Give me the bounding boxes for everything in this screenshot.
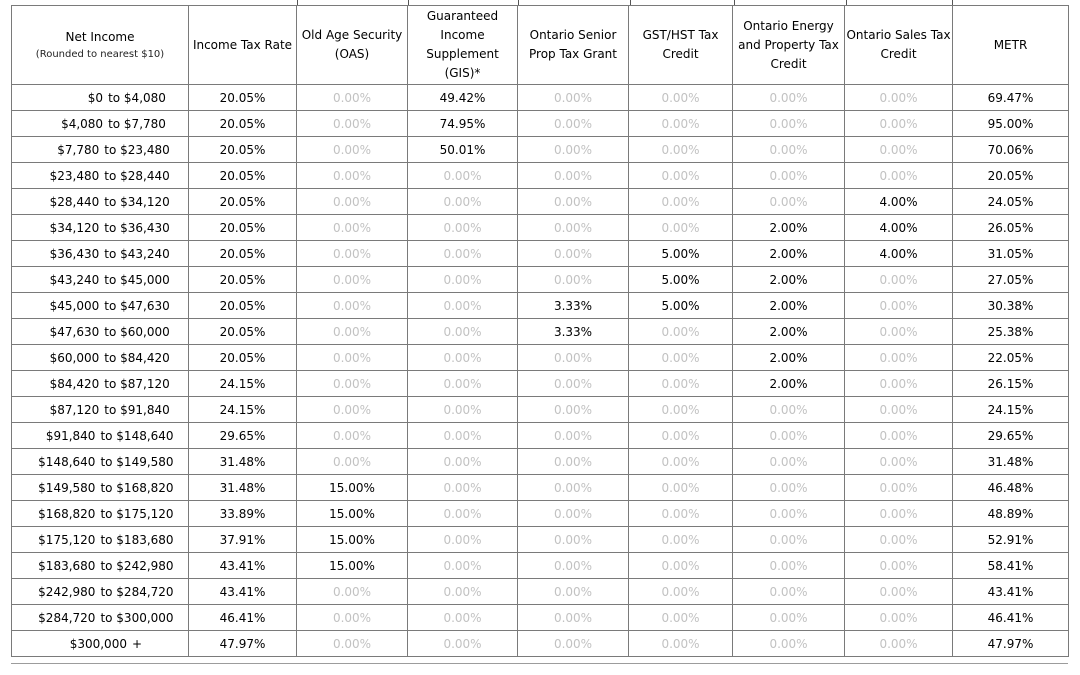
net-income-cell bbox=[12, 423, 189, 449]
gis-cell: 0.00% bbox=[408, 423, 518, 449]
gis-cell: 0.00% bbox=[408, 267, 518, 293]
oas-cell: 0.00% bbox=[297, 605, 408, 631]
ontario-senior-cell: 0.00% bbox=[518, 345, 629, 371]
gst-hst-cell: 0.00% bbox=[629, 397, 733, 423]
gst-hst-cell: 0.00% bbox=[629, 163, 733, 189]
metr-cell: 30.38% bbox=[953, 293, 1069, 319]
gis-cell: 0.00% bbox=[408, 579, 518, 605]
ontario-senior-cell: 0.00% bbox=[518, 579, 629, 605]
income-from: $183,680 bbox=[38, 558, 96, 573]
income-to: to $4,080 bbox=[108, 90, 166, 105]
header-ontario-sales-line-1: Ontario Sales Tax bbox=[846, 28, 951, 42]
net-income-cell bbox=[12, 631, 189, 657]
table-row bbox=[12, 267, 1069, 293]
income-to: + bbox=[131, 636, 143, 651]
income-to: to $43,240 bbox=[104, 246, 170, 261]
header-net-income-note: (Rounded to nearest $10) bbox=[35, 48, 165, 60]
ontario-energy-cell: 0.00% bbox=[733, 449, 845, 475]
gst-hst-cell: 5.00% bbox=[629, 241, 733, 267]
gis-cell: 0.00% bbox=[408, 215, 518, 241]
ontario-senior-cell: 0.00% bbox=[518, 85, 629, 111]
gis-cell: 0.00% bbox=[408, 527, 518, 553]
metr-cell: 31.05% bbox=[953, 241, 1069, 267]
income-from: $4,080 bbox=[61, 116, 104, 131]
oas-cell: 0.00% bbox=[297, 345, 408, 371]
metr-cell: 70.06% bbox=[953, 137, 1069, 163]
income-from: $84,420 bbox=[49, 376, 100, 391]
metr-cell: 24.05% bbox=[953, 189, 1069, 215]
gst-hst-cell: 0.00% bbox=[629, 631, 733, 657]
gis-cell: 50.01% bbox=[408, 137, 518, 163]
header-ontario-senior-line-1: Ontario Senior bbox=[529, 28, 617, 42]
ontario-energy-cell: 0.00% bbox=[733, 631, 845, 657]
net-income-cell bbox=[12, 449, 189, 475]
gst-hst-cell: 0.00% bbox=[629, 111, 733, 137]
income-to: to $7,780 bbox=[108, 116, 166, 131]
header-row bbox=[12, 6, 1069, 85]
metr-cell: 43.41% bbox=[953, 579, 1069, 605]
ontario-energy-cell: 0.00% bbox=[733, 579, 845, 605]
table-row bbox=[12, 475, 1069, 501]
net-income-cell bbox=[12, 605, 189, 631]
ontario-energy-cell: 0.00% bbox=[733, 501, 845, 527]
oas-cell: 0.00% bbox=[297, 397, 408, 423]
ontario-energy-cell: 2.00% bbox=[733, 293, 845, 319]
income-tax-rate-cell: 31.48% bbox=[189, 449, 297, 475]
oas-cell: 0.00% bbox=[297, 423, 408, 449]
gis-cell: 0.00% bbox=[408, 189, 518, 215]
header-metr: METR bbox=[953, 6, 1069, 85]
income-to: to $300,000 bbox=[100, 610, 174, 625]
oas-cell: 0.00% bbox=[297, 137, 408, 163]
metr-cell: 46.48% bbox=[953, 475, 1069, 501]
income-to: to $45,000 bbox=[104, 272, 170, 287]
gis-cell: 49.42% bbox=[408, 85, 518, 111]
metr-cell: 47.97% bbox=[953, 631, 1069, 657]
gst-hst-cell: 0.00% bbox=[629, 137, 733, 163]
income-tax-rate-cell: 20.05% bbox=[189, 319, 297, 345]
gst-hst-cell: 0.00% bbox=[629, 449, 733, 475]
income-from: $242,980 bbox=[38, 584, 96, 599]
ontario-energy-cell: 0.00% bbox=[733, 111, 845, 137]
ontario-sales-cell: 0.00% bbox=[845, 475, 953, 501]
table-row bbox=[12, 163, 1069, 189]
income-from: $300,000 bbox=[69, 636, 127, 651]
income-from: $36,430 bbox=[49, 246, 100, 261]
oas-cell: 0.00% bbox=[297, 163, 408, 189]
ontario-sales-cell: 0.00% bbox=[845, 631, 953, 657]
ontario-sales-cell: 0.00% bbox=[845, 423, 953, 449]
oas-cell: 15.00% bbox=[297, 501, 408, 527]
ontario-senior-cell: 0.00% bbox=[518, 137, 629, 163]
metr-cell: 25.38% bbox=[953, 319, 1069, 345]
ontario-sales-cell: 4.00% bbox=[845, 215, 953, 241]
income-from: $47,630 bbox=[49, 324, 100, 339]
table-row bbox=[12, 527, 1069, 553]
income-from: $34,120 bbox=[49, 220, 100, 235]
oas-cell: 0.00% bbox=[297, 267, 408, 293]
income-tax-rate-cell: 20.05% bbox=[189, 163, 297, 189]
ontario-energy-cell: 0.00% bbox=[733, 163, 845, 189]
header-gis-line-3: Supplement bbox=[426, 47, 499, 61]
net-income-cell bbox=[12, 371, 189, 397]
oas-cell: 0.00% bbox=[297, 449, 408, 475]
income-to: to $242,980 bbox=[100, 558, 174, 573]
oas-cell: 0.00% bbox=[297, 215, 408, 241]
ontario-sales-cell: 0.00% bbox=[845, 501, 953, 527]
ontario-senior-cell: 0.00% bbox=[518, 189, 629, 215]
bottom-divider bbox=[11, 663, 1068, 664]
gis-cell: 0.00% bbox=[408, 553, 518, 579]
metr-cell: 69.47% bbox=[953, 85, 1069, 111]
income-from: $7,780 bbox=[57, 142, 100, 157]
metr-cell: 58.41% bbox=[953, 553, 1069, 579]
table-row bbox=[12, 111, 1069, 137]
table-row bbox=[12, 215, 1069, 241]
metr-cell: 48.89% bbox=[953, 501, 1069, 527]
income-from: $60,000 bbox=[49, 350, 100, 365]
income-tax-rate-cell: 46.41% bbox=[189, 605, 297, 631]
header-gis bbox=[408, 6, 518, 85]
net-income-cell bbox=[12, 527, 189, 553]
net-income-cell bbox=[12, 215, 189, 241]
income-to: to $28,440 bbox=[104, 168, 170, 183]
gst-hst-cell: 0.00% bbox=[629, 553, 733, 579]
metr-cell: 24.15% bbox=[953, 397, 1069, 423]
income-from: $175,120 bbox=[38, 532, 96, 547]
income-tax-rate-cell: 43.41% bbox=[189, 553, 297, 579]
gis-cell: 0.00% bbox=[408, 345, 518, 371]
gis-cell: 0.00% bbox=[408, 163, 518, 189]
gst-hst-cell: 0.00% bbox=[629, 475, 733, 501]
income-to: to $183,680 bbox=[100, 532, 174, 547]
header-oas bbox=[297, 6, 408, 85]
ontario-senior-cell: 0.00% bbox=[518, 449, 629, 475]
header-ontario-sales bbox=[845, 6, 953, 85]
income-from: $148,640 bbox=[38, 454, 96, 469]
gst-hst-cell: 5.00% bbox=[629, 293, 733, 319]
net-income-cell bbox=[12, 553, 189, 579]
header-gis-line-1: Guaranteed bbox=[426, 9, 499, 23]
income-from: $87,120 bbox=[49, 402, 100, 417]
metr-cell: 26.15% bbox=[953, 371, 1069, 397]
ontario-senior-cell: 0.00% bbox=[518, 605, 629, 631]
oas-cell: 0.00% bbox=[297, 111, 408, 137]
oas-cell: 15.00% bbox=[297, 553, 408, 579]
income-to: to $91,840 bbox=[104, 402, 170, 417]
ontario-energy-cell: 2.00% bbox=[733, 215, 845, 241]
header-oas-line-1: Old Age Security bbox=[301, 28, 403, 42]
ontario-sales-cell: 0.00% bbox=[845, 345, 953, 371]
oas-cell: 15.00% bbox=[297, 527, 408, 553]
ontario-energy-cell: 2.00% bbox=[733, 371, 845, 397]
ontario-energy-cell: 0.00% bbox=[733, 423, 845, 449]
income-from: $168,820 bbox=[38, 506, 96, 521]
ontario-sales-cell: 0.00% bbox=[845, 579, 953, 605]
income-tax-rate-cell: 20.05% bbox=[189, 267, 297, 293]
ontario-senior-cell: 0.00% bbox=[518, 501, 629, 527]
ontario-energy-cell: 0.00% bbox=[733, 189, 845, 215]
ontario-sales-cell: 0.00% bbox=[845, 137, 953, 163]
ontario-sales-cell: 0.00% bbox=[845, 163, 953, 189]
gis-cell: 0.00% bbox=[408, 319, 518, 345]
metr-cell: 46.41% bbox=[953, 605, 1069, 631]
gst-hst-cell: 0.00% bbox=[629, 371, 733, 397]
ontario-sales-cell: 0.00% bbox=[845, 449, 953, 475]
income-tax-rate-cell: 20.05% bbox=[189, 345, 297, 371]
oas-cell: 0.00% bbox=[297, 189, 408, 215]
ontario-energy-cell: 0.00% bbox=[733, 85, 845, 111]
net-income-cell bbox=[12, 85, 189, 111]
income-tax-rate-cell: 43.41% bbox=[189, 579, 297, 605]
oas-cell: 0.00% bbox=[297, 319, 408, 345]
net-income-cell bbox=[12, 189, 189, 215]
ontario-sales-cell: 0.00% bbox=[845, 319, 953, 345]
income-tax-rate-cell: 20.05% bbox=[189, 189, 297, 215]
oas-cell: 0.00% bbox=[297, 85, 408, 111]
oas-cell: 0.00% bbox=[297, 241, 408, 267]
table-body bbox=[12, 85, 1069, 657]
gst-hst-cell: 0.00% bbox=[629, 215, 733, 241]
ontario-energy-cell: 2.00% bbox=[733, 345, 845, 371]
metr-cell: 52.91% bbox=[953, 527, 1069, 553]
ontario-senior-cell: 0.00% bbox=[518, 111, 629, 137]
income-to: to $284,720 bbox=[100, 584, 174, 599]
gis-cell: 0.00% bbox=[408, 475, 518, 501]
table-row bbox=[12, 397, 1069, 423]
table-row bbox=[12, 293, 1069, 319]
ontario-senior-cell: 0.00% bbox=[518, 423, 629, 449]
header-oas-line-2: (OAS) bbox=[334, 47, 370, 61]
gst-hst-cell: 0.00% bbox=[629, 319, 733, 345]
income-tax-rate-cell: 33.89% bbox=[189, 501, 297, 527]
income-from: $45,000 bbox=[49, 298, 100, 313]
net-income-cell bbox=[12, 319, 189, 345]
income-tax-rate-cell: 47.97% bbox=[189, 631, 297, 657]
header-gis-line-4: (GIS)* bbox=[444, 66, 481, 80]
ontario-sales-cell: 0.00% bbox=[845, 527, 953, 553]
ontario-energy-cell: 0.00% bbox=[733, 553, 845, 579]
net-income-cell bbox=[12, 241, 189, 267]
table-row bbox=[12, 241, 1069, 267]
gst-hst-cell: 0.00% bbox=[629, 579, 733, 605]
gis-cell: 0.00% bbox=[408, 241, 518, 267]
metr-cell: 95.00% bbox=[953, 111, 1069, 137]
gis-cell: 0.00% bbox=[408, 293, 518, 319]
net-income-cell bbox=[12, 475, 189, 501]
table-row bbox=[12, 501, 1069, 527]
header-ontario-energy bbox=[733, 6, 845, 85]
gst-hst-cell: 0.00% bbox=[629, 423, 733, 449]
income-tax-rate-cell: 24.15% bbox=[189, 371, 297, 397]
income-to: to $175,120 bbox=[100, 506, 174, 521]
table-row bbox=[12, 579, 1069, 605]
ontario-senior-cell: 0.00% bbox=[518, 397, 629, 423]
table-row bbox=[12, 189, 1069, 215]
table-row bbox=[12, 449, 1069, 475]
ontario-senior-cell: 0.00% bbox=[518, 371, 629, 397]
ontario-energy-cell: 0.00% bbox=[733, 475, 845, 501]
income-to: to $60,000 bbox=[104, 324, 170, 339]
income-tax-rate-cell: 20.05% bbox=[189, 241, 297, 267]
income-tax-rate-cell: 20.05% bbox=[189, 293, 297, 319]
net-income-cell bbox=[12, 267, 189, 293]
header-ontario-senior-line-2: Prop Tax Grant bbox=[529, 47, 617, 61]
header-income-tax-rate: Income Tax Rate bbox=[189, 6, 297, 85]
ontario-senior-cell: 0.00% bbox=[518, 241, 629, 267]
gis-cell: 0.00% bbox=[408, 631, 518, 657]
header-net-income-title: Net Income bbox=[65, 29, 135, 44]
ontario-sales-cell: 0.00% bbox=[845, 371, 953, 397]
ontario-sales-cell: 0.00% bbox=[845, 85, 953, 111]
net-income-cell bbox=[12, 345, 189, 371]
net-income-cell bbox=[12, 163, 189, 189]
gis-cell: 0.00% bbox=[408, 449, 518, 475]
income-from: $284,720 bbox=[38, 610, 96, 625]
income-tax-rate-cell: 20.05% bbox=[189, 111, 297, 137]
header-gst-hst-line-1: GST/HST Tax bbox=[642, 28, 719, 42]
table-row bbox=[12, 345, 1069, 371]
gst-hst-cell: 0.00% bbox=[629, 501, 733, 527]
ontario-energy-cell: 0.00% bbox=[733, 527, 845, 553]
income-tax-rate-cell: 31.48% bbox=[189, 475, 297, 501]
ontario-sales-cell: 0.00% bbox=[845, 605, 953, 631]
metr-cell: 20.05% bbox=[953, 163, 1069, 189]
gis-cell: 74.95% bbox=[408, 111, 518, 137]
ontario-sales-cell: 4.00% bbox=[845, 189, 953, 215]
metr-cell: 27.05% bbox=[953, 267, 1069, 293]
income-to: to $34,120 bbox=[104, 194, 170, 209]
metr-table bbox=[11, 5, 1069, 657]
ontario-senior-cell: 0.00% bbox=[518, 163, 629, 189]
ontario-senior-cell: 3.33% bbox=[518, 319, 629, 345]
income-from: $43,240 bbox=[49, 272, 100, 287]
header-gis-line-2: Income bbox=[440, 28, 485, 42]
income-tax-rate-cell: 20.05% bbox=[189, 85, 297, 111]
gst-hst-cell: 5.00% bbox=[629, 267, 733, 293]
table-row bbox=[12, 553, 1069, 579]
table-row bbox=[12, 85, 1069, 111]
header-ontario-energy-line-3: Credit bbox=[770, 56, 807, 71]
header-gst-hst-line-2: Credit bbox=[662, 47, 699, 61]
gis-cell: 0.00% bbox=[408, 397, 518, 423]
gis-cell: 0.00% bbox=[408, 605, 518, 631]
table-row bbox=[12, 137, 1069, 163]
income-from: $0 bbox=[87, 90, 104, 105]
ontario-senior-cell: 0.00% bbox=[518, 475, 629, 501]
ontario-energy-cell: 0.00% bbox=[733, 137, 845, 163]
income-tax-rate-cell: 37.91% bbox=[189, 527, 297, 553]
ontario-sales-cell: 0.00% bbox=[845, 553, 953, 579]
table-row bbox=[12, 371, 1069, 397]
net-income-cell bbox=[12, 137, 189, 163]
income-tax-rate-cell: 24.15% bbox=[189, 397, 297, 423]
ontario-senior-cell: 0.00% bbox=[518, 267, 629, 293]
ontario-energy-cell: 0.00% bbox=[733, 397, 845, 423]
metr-cell: 26.05% bbox=[953, 215, 1069, 241]
ontario-energy-cell: 2.00% bbox=[733, 241, 845, 267]
gis-cell: 0.00% bbox=[408, 371, 518, 397]
header-ontario-energy-line-1: Ontario Energy bbox=[743, 18, 834, 33]
header-gst-hst bbox=[629, 6, 733, 85]
income-tax-rate-cell: 20.05% bbox=[189, 137, 297, 163]
ontario-sales-cell: 0.00% bbox=[845, 267, 953, 293]
income-to: to $84,420 bbox=[104, 350, 170, 365]
table-row bbox=[12, 631, 1069, 657]
ontario-sales-cell: 4.00% bbox=[845, 241, 953, 267]
oas-cell: 15.00% bbox=[297, 475, 408, 501]
income-tax-rate-cell: 20.05% bbox=[189, 215, 297, 241]
oas-cell: 0.00% bbox=[297, 631, 408, 657]
income-tax-rate-cell: 29.65% bbox=[189, 423, 297, 449]
net-income-cell bbox=[12, 111, 189, 137]
ontario-sales-cell: 0.00% bbox=[845, 397, 953, 423]
table-row bbox=[12, 319, 1069, 345]
ontario-senior-cell: 3.33% bbox=[518, 293, 629, 319]
net-income-cell bbox=[12, 579, 189, 605]
gst-hst-cell: 0.00% bbox=[629, 527, 733, 553]
income-to: to $23,480 bbox=[104, 142, 170, 157]
table-row bbox=[12, 605, 1069, 631]
header-net-income bbox=[12, 6, 189, 85]
table-row bbox=[12, 423, 1069, 449]
net-income-cell bbox=[12, 293, 189, 319]
ontario-energy-cell: 2.00% bbox=[733, 319, 845, 345]
header-ontario-energy-line-2: and Property Tax bbox=[738, 37, 839, 52]
income-from: $23,480 bbox=[49, 168, 100, 183]
net-income-cell bbox=[12, 501, 189, 527]
income-to: to $36,430 bbox=[104, 220, 170, 235]
header-ontario-senior bbox=[518, 6, 629, 85]
metr-cell: 31.48% bbox=[953, 449, 1069, 475]
ontario-energy-cell: 2.00% bbox=[733, 267, 845, 293]
gst-hst-cell: 0.00% bbox=[629, 189, 733, 215]
income-from: $91,840 bbox=[45, 428, 96, 443]
net-income-cell bbox=[12, 397, 189, 423]
income-to: to $149,580 bbox=[100, 454, 174, 469]
income-to: to $87,120 bbox=[104, 376, 170, 391]
gst-hst-cell: 0.00% bbox=[629, 345, 733, 371]
ontario-senior-cell: 0.00% bbox=[518, 553, 629, 579]
gst-hst-cell: 0.00% bbox=[629, 85, 733, 111]
income-from: $149,580 bbox=[38, 480, 96, 495]
metr-cell: 22.05% bbox=[953, 345, 1069, 371]
ontario-sales-cell: 0.00% bbox=[845, 111, 953, 137]
income-to: to $168,820 bbox=[100, 480, 174, 495]
oas-cell: 0.00% bbox=[297, 579, 408, 605]
ontario-sales-cell: 0.00% bbox=[845, 293, 953, 319]
header-ontario-sales-line-2: Credit bbox=[880, 47, 917, 61]
income-to: to $47,630 bbox=[104, 298, 170, 313]
gis-cell: 0.00% bbox=[408, 501, 518, 527]
oas-cell: 0.00% bbox=[297, 371, 408, 397]
ontario-senior-cell: 0.00% bbox=[518, 631, 629, 657]
ontario-energy-cell: 0.00% bbox=[733, 605, 845, 631]
metr-cell: 29.65% bbox=[953, 423, 1069, 449]
income-from: $28,440 bbox=[49, 194, 100, 209]
ontario-senior-cell: 0.00% bbox=[518, 215, 629, 241]
oas-cell: 0.00% bbox=[297, 293, 408, 319]
income-to: to $148,640 bbox=[100, 428, 174, 443]
gst-hst-cell: 0.00% bbox=[629, 605, 733, 631]
ontario-senior-cell: 0.00% bbox=[518, 527, 629, 553]
